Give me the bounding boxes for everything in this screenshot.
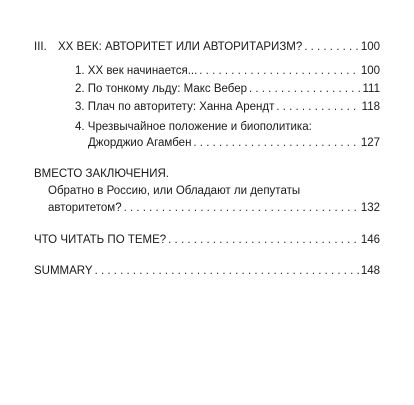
conclusion-subtitle-line1: Обратно в Россию, или Обладают ли депутаты: [48, 185, 301, 197]
toc-entry-chapter-3[interactable]: [34, 41, 380, 53]
section-3-page: 118: [361, 101, 380, 113]
section-4-title-line1: 4. Чрезвычайное положение и биополитика:: [75, 121, 312, 133]
toc-entry-conclusion[interactable]: [48, 202, 380, 214]
toc-entry-section-1[interactable]: [75, 65, 380, 77]
dot-leader: [95, 265, 359, 277]
dot-leader: [304, 41, 359, 53]
toc-entry-section-4[interactable]: [88, 137, 380, 149]
summary-page: 148: [360, 265, 380, 277]
dot-leader: [199, 65, 359, 77]
section-4-page: 127: [360, 137, 380, 149]
section-3-title: 3. Плач по авторитету: Ханна Арендт: [75, 101, 275, 113]
section-1-page: 100: [360, 65, 380, 77]
dot-leader: [193, 137, 358, 149]
conclusion-page: 132: [360, 202, 380, 214]
toc-entry-summary[interactable]: [34, 265, 380, 277]
conclusion-heading: ВМЕСТО ЗАКЛЮЧЕНИЯ.: [34, 168, 169, 180]
section-2-page: 111: [362, 83, 380, 95]
dot-leader: [124, 202, 359, 214]
section-4-title-line2: Джорджио Агамбен: [88, 137, 192, 149]
conclusion-subtitle-line2: авторитетом?: [48, 202, 122, 214]
chapter-3-page: 100: [360, 41, 380, 53]
chapter-3-heading: [34, 41, 302, 53]
dot-leader: [276, 101, 359, 113]
toc-entry-section-3[interactable]: [75, 101, 380, 113]
dot-leader: [168, 234, 359, 246]
toc-entry-section-2[interactable]: [75, 83, 380, 95]
summary-title: SUMMARY: [34, 265, 93, 277]
dot-leader: [249, 83, 361, 95]
chapter-3-title: XX ВЕК: АВТОРИТЕТ ИЛИ АВТОРИТАРИЗМ?: [58, 41, 303, 53]
reading-title: ЧТО ЧИТАТЬ ПО ТЕМЕ?: [34, 234, 167, 246]
reading-page: 146: [360, 234, 380, 246]
section-1-title: 1. XX век начинается...: [75, 65, 198, 77]
section-2-title: 2. По тонкому льду: Макс Вебер: [75, 83, 248, 95]
chapter-3-numeral: III.: [34, 41, 47, 53]
toc-entry-reading[interactable]: [34, 234, 380, 246]
